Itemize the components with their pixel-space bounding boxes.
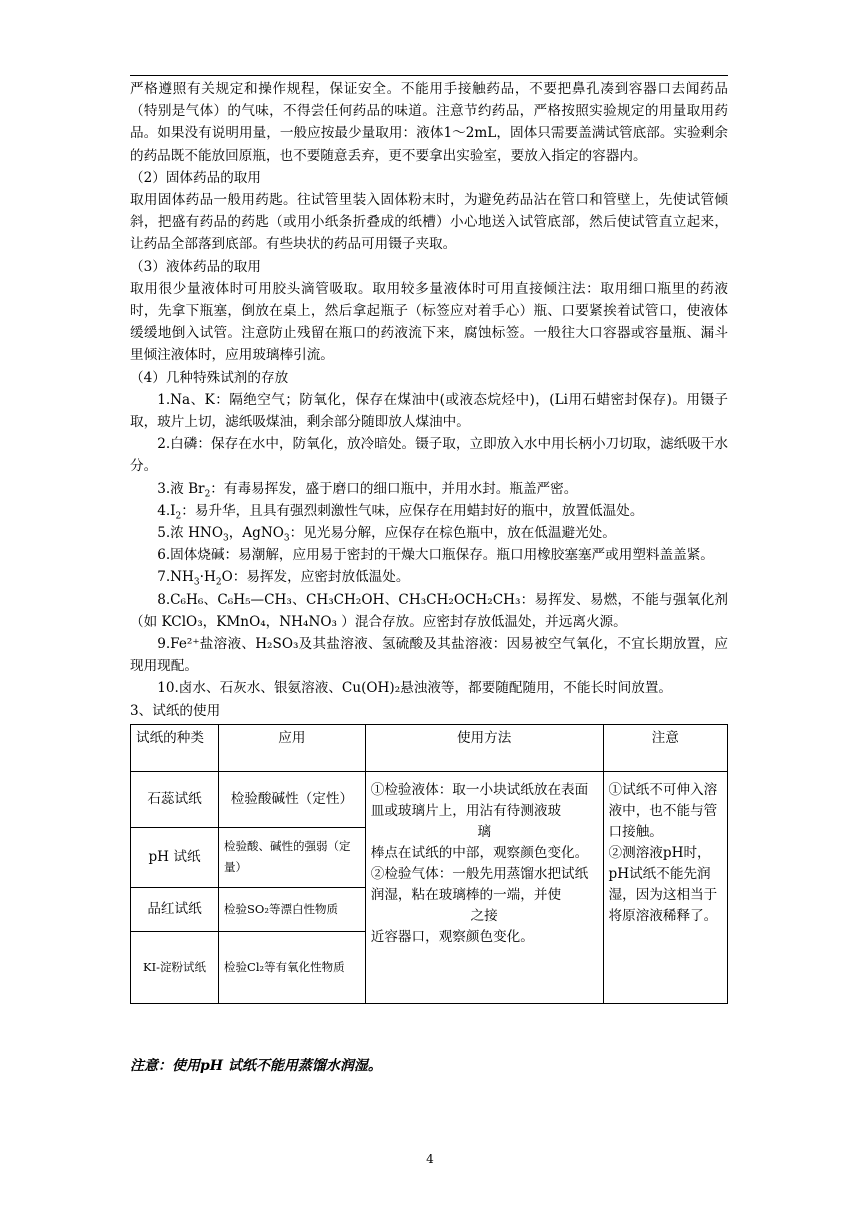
- footnote: 注意：使用pH 试纸不能用蒸馏水润湿。: [130, 1058, 382, 1074]
- item-6: 6.固体烧碱：易潮解，应用易于密封的干燥大口瓶保存。瓶口用橡胶塞塞严或用塑料盖盖紧。: [157, 547, 714, 564]
- paragraph-safety: 严格遵照有关规定和操作规程，保证安全。不能用手接触药品，不要把鼻孔凑到容器口去闻药品（特别是气体）的气味，不得尝任何药品的味道。注意节约药品，严格按照实验规定的用量取用药品。如果没有说明用量，一般应按最少量取用：液体1～2mL，固体只需要盖满试管底部。实验剩余的药品既不能放回原瓶，也不要随意丢弃，更不要拿出实验室，要放入指定的容器内。: [130, 81, 728, 164]
- test-paper-table: [130, 724, 728, 1004]
- paragraph-liquid: 取用很少量液体时可用胶头滴管吸取。取用较多量液体时可用直接倾注法：取用细口瓶里的药液时，先拿下瓶塞，倒放在桌上，然后拿起瓶子（标签应对着手心）瓶、口要紧挨着试管口，使液体缓缓地倒入试管。注意防止残留在瓶口的药液流下来，腐蚀标签。一般往大口容器或容量瓶、漏斗里倾注液体时，应用玻璃棒引流。: [130, 280, 728, 364]
- table-header-cell: 使用方法: [365, 724, 603, 771]
- method-line: 璃: [477, 823, 491, 840]
- item-4: $4.I_2$：易升华，且具有强烈刺激性气味，应保存在用蜡封好的瓶中，放置低温处。: [157, 502, 644, 522]
- method-line: ②检验气体：一般先用蒸馏水把试纸润湿，粘在玻璃棒的一端，并使: [370, 865, 589, 903]
- method-cell: [365, 771, 603, 1003]
- paper-name-cell: 石蕊试纸: [131, 771, 219, 827]
- paper-use-cell: 检验Cl₂等有氧化性物质: [219, 931, 366, 1003]
- method-line: 之接: [470, 907, 498, 924]
- item-1: 1.Na、K：隔绝空气；防氧化，保存在煤油中(或液态烷烃中)，(Li用石蜡密封保存)。用镊子取，玻片上切，滤纸吸煤油，剩余部分随即放人煤油中。: [130, 391, 728, 431]
- method-line: ①检验液体：取一小块试纸放在表面皿或玻璃片上，用沾有待测液玻: [370, 781, 589, 819]
- page-number: 4: [426, 1152, 434, 1166]
- note-line: ①试纸不可伸入溶液中，也不能与管口接触。: [608, 781, 718, 840]
- item-5: 5.浓 $HNO_3$，AgNO$_3$：见光易分解，应保存在棕色瓶中，放在低温避光处。: [157, 525, 616, 544]
- table-header-cell: 应用: [219, 724, 366, 771]
- method-line: 棒点在试纸的中部，观察颜色变化。: [370, 844, 589, 861]
- note-line: ②测溶液pH时，pH试纸不能先润湿，因为这相当于将原溶液稀释了。: [608, 844, 718, 924]
- heading-storage: （4）几种特殊试剂的存放: [130, 369, 289, 386]
- heading-liquid: （3）液体药品的取用: [130, 258, 261, 275]
- header-rule: [130, 75, 728, 76]
- section-3-heading: 3、试纸的使用: [130, 702, 221, 719]
- item-9: 9.Fe²⁺盐溶液、H₂SO₃及其盐溶液、氢硫酸及其盐溶液：因易被空气氧化，不宜长期放置，应现用现配。: [130, 636, 728, 675]
- paper-use-cell: 检验酸、碱性的强弱（定量）: [219, 827, 366, 887]
- item-8: 8.C₆H₆、C₆H₅—CH₃、CH₃CH₂OH、CH₃CH₂OCH₂CH₃：易挥发、易燃，不能与强氧化剂（如 KClO₃，KMnO₄，NH₄NO₃ ）混合存放。应密封存放低温处，并远离火源。: [130, 591, 728, 630]
- paper-use-cell: 检验SO₂等漂白性物质: [219, 887, 366, 931]
- paper-name-cell: KI-淀粉试纸: [131, 931, 219, 1003]
- method-line: 近容器口，观察颜色变化。: [370, 928, 534, 945]
- table-header-cell: 试纸的种类: [131, 724, 219, 771]
- item-7: $7.NH_3\cdot H_2O$：易挥发，应密封放低温处。: [157, 569, 410, 589]
- paper-use-cell: 检验酸碱性（定性）: [219, 771, 366, 827]
- table-header-row: [131, 724, 728, 771]
- paper-name-cell: 品红试纸: [131, 887, 219, 931]
- main-content: [130, 78, 728, 1004]
- note-cell: [603, 771, 727, 1003]
- paper-name-cell: pH 试纸: [131, 827, 219, 887]
- item-2: 2.白磷：保存在水中，防氧化，放冷暗处。镊子取，立即放入水中用长柄小刀切取，滤纸吸干水分。: [130, 436, 728, 475]
- item-10: 10.卤水、石灰水、银氨溶液、Cu(OH)₂悬浊液等，都要随配随用，不能长时间放置。: [157, 680, 673, 697]
- item-3: 3.液 $Br_2$：有毒易挥发，盛于磨口的细口瓶中，并用水封。瓶盖严密。: [157, 480, 578, 500]
- table-row: [131, 771, 728, 827]
- heading-solid: （2）固体药品的取用: [130, 169, 261, 186]
- paragraph-solid: 取用固体药品一般用药匙。往试管里装入固体粉末时，为避免药品沾在管口和管壁上，先使试管倾斜，把盛有药品的药匙（或用小纸条折叠成的纸槽）小心地送入试管底部，然后使试管直立起来，让药品全部落到底部。有些块状的药品可用镊子夹取。: [130, 192, 728, 253]
- table-header-cell: 注意: [603, 724, 727, 771]
